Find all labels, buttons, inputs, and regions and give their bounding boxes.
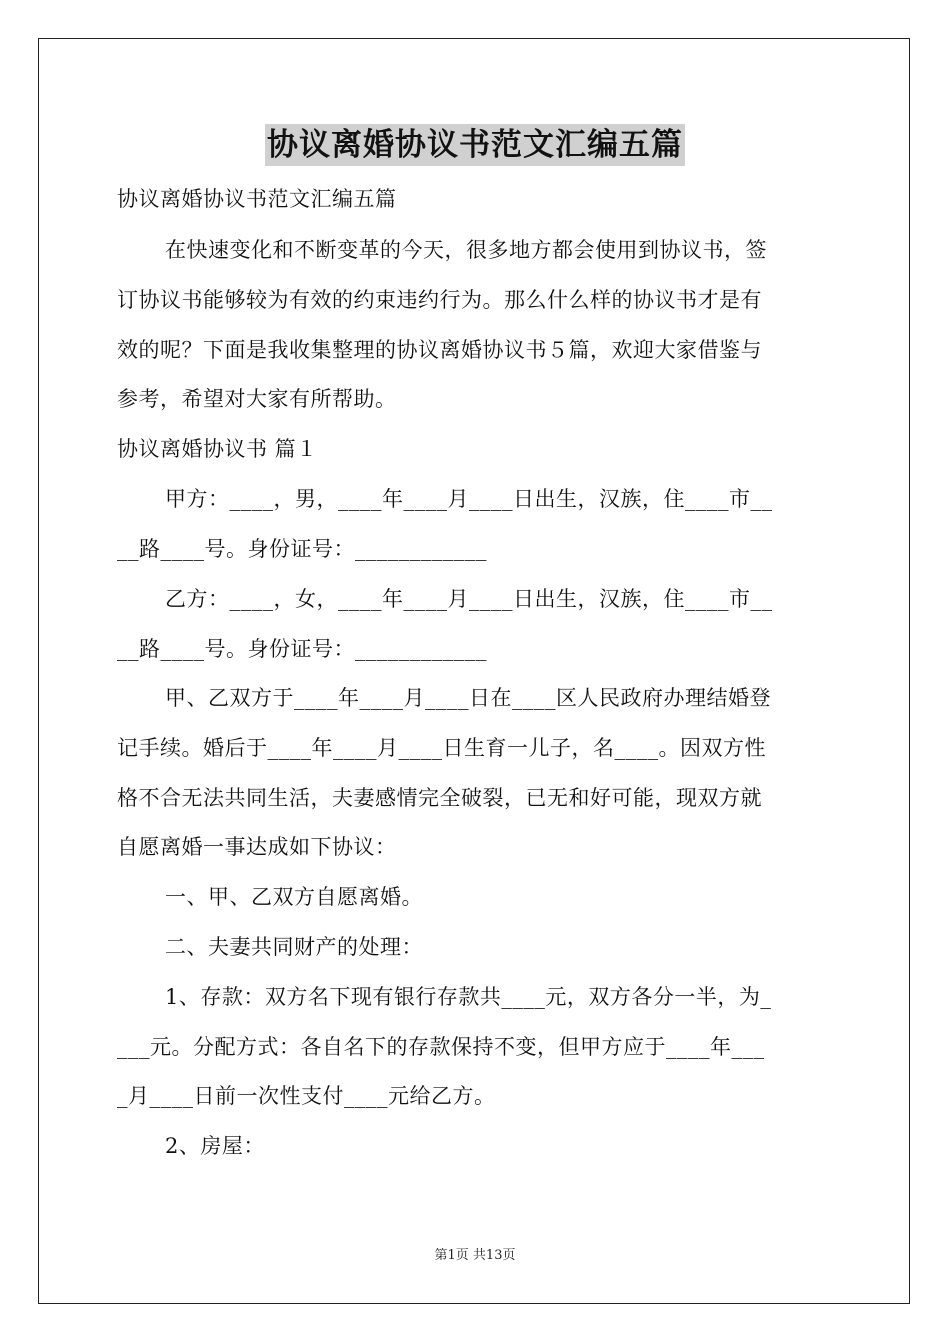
page-border bbox=[38, 38, 910, 1304]
text-line: 效的呢？下面是我收集整理的协议离婚协议书５篇，欢迎大家借鉴与 bbox=[117, 338, 762, 362]
text-line: 格不合无法共同生活，夫妻感情完全破裂，已无和好可能，现双方就 bbox=[117, 786, 762, 810]
text-line: 协议离婚协议书 篇１ bbox=[117, 437, 318, 461]
text-line: 订协议书能够较为有效的约束违约行为。那么什么样的协议书才是有 bbox=[117, 288, 762, 312]
title-container bbox=[0, 124, 950, 166]
text-line: 协议离婚协议书范文汇编五篇 bbox=[117, 187, 397, 211]
page-number-footer: 第1页 共13页 bbox=[434, 1248, 516, 1263]
text-line: 2、房屋： bbox=[165, 1134, 265, 1158]
text-line: 甲方：____，男，____年____月____日出生，汉族，住____市__ bbox=[165, 487, 773, 511]
text-line: 甲、乙双方于____年____月____日在____区人民政府办理结婚登 bbox=[165, 686, 771, 710]
text-line: 1、存款：双方名下现有银行存款共____元，双方各分一半，为_ bbox=[165, 985, 772, 1009]
text-line: _月____日前一次性支付____元给乙方。 bbox=[117, 1084, 496, 1108]
text-line: 二、夫妻共同财产的处理： bbox=[165, 935, 423, 959]
text-line: __路____号。身份证号：____________ bbox=[117, 637, 487, 661]
text-line: 乙方：____，女，____年____月____日出生，汉族，住____市__ bbox=[165, 587, 773, 611]
text-line: __路____号。身份证号：____________ bbox=[117, 537, 487, 561]
text-line: 一、甲、乙双方自愿离婚。 bbox=[165, 885, 423, 909]
text-line: ___元。分配方式：各自名下的存款保持不变，但甲方应于____年___ bbox=[117, 1035, 765, 1059]
text-line: 记手续。婚后于____年____月____日生育一儿子，名____。因双方性 bbox=[117, 736, 766, 760]
document-title: 协议离婚协议书范文汇编五篇 bbox=[265, 124, 685, 166]
text-line: 在快速变化和不断变革的今天，很多地方都会使用到协议书，签 bbox=[165, 238, 767, 262]
text-line: 自愿离婚一事达成如下协议： bbox=[117, 835, 397, 859]
text-line: 参考，希望对大家有所帮助。 bbox=[117, 387, 397, 411]
